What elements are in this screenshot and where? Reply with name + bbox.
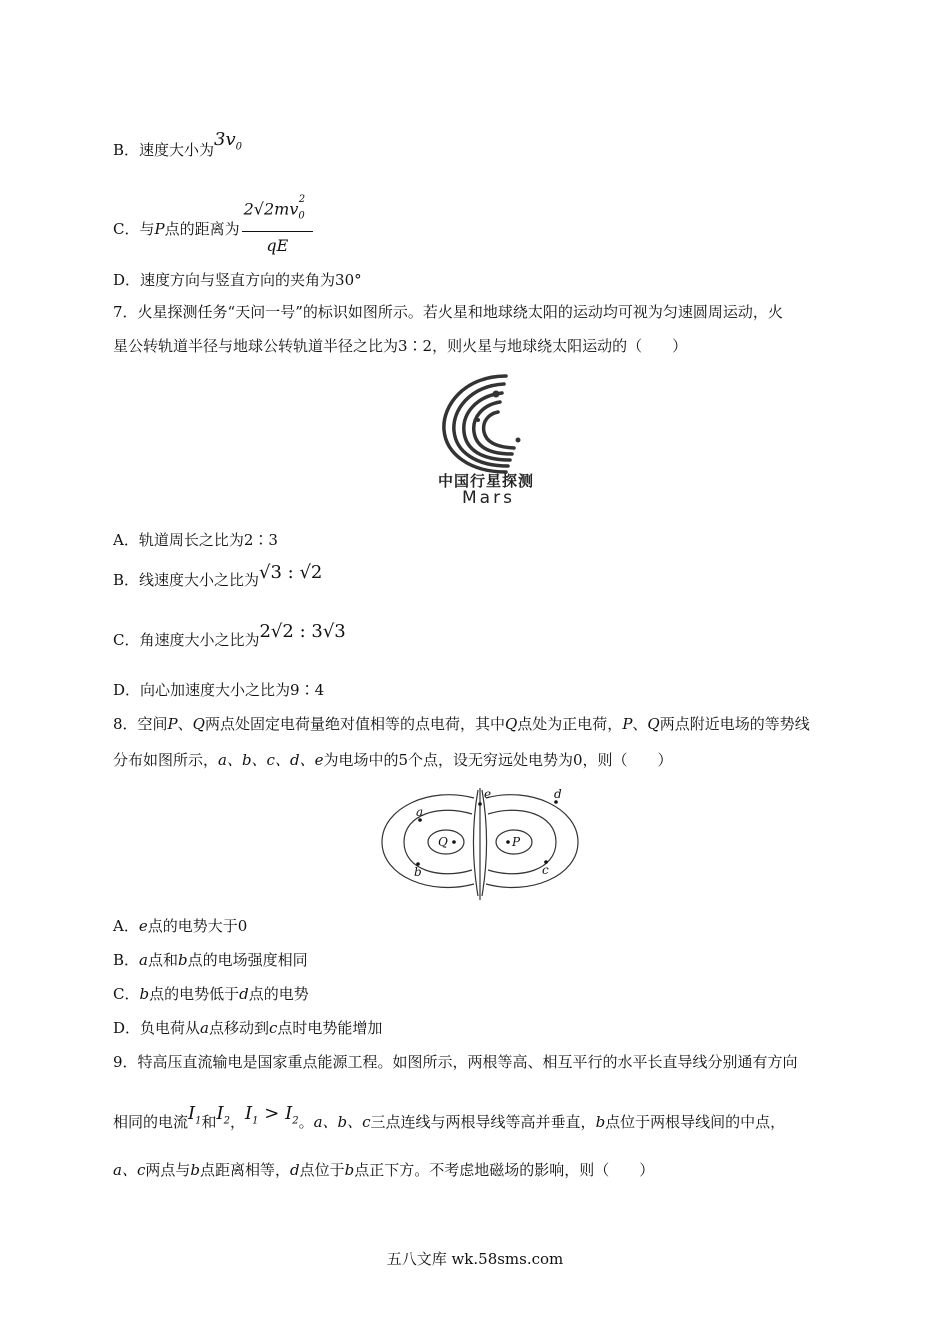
q9-i2-main: I (216, 1103, 224, 1124)
q9-s3f: b (344, 1161, 355, 1179)
label-q: Q (438, 835, 448, 849)
q8-oc3: 点的电势低于 (149, 985, 240, 1003)
q8-s2letters: a、b、c、d、e (218, 751, 324, 769)
q8-od2: a (200, 1019, 209, 1037)
q9-stem-line2 (113, 1103, 786, 1140)
q9-and: 和 (201, 1113, 217, 1131)
q9-ineq-sub1: 1 (252, 1115, 259, 1127)
q8-s1q2: Q (504, 715, 518, 733)
q6-option-c-p: P (154, 219, 165, 238)
logo-caption-chinese: 中国行星探测 (438, 472, 535, 490)
q6-option-c-prefix: C．与 (113, 219, 155, 238)
q8-s1b: 两点处固定电荷量绝对值相等的点电荷，其中 (204, 715, 505, 733)
q9-s2b2: b (595, 1113, 606, 1131)
q9-s3a: 两点与 (145, 1161, 191, 1179)
q8-s1q3: Q (647, 715, 660, 733)
q9-s2letters: a、b、c (313, 1113, 371, 1131)
equipotential-figure (380, 784, 580, 904)
q9-i2-sub: 2 (223, 1115, 231, 1127)
q9-stem-line1: 9．特高压直流输电是国家重点能源工程。如图所示，两根等高、相互平行的水平长直导线分别通有方向 (113, 1053, 798, 1071)
q9-s3letters: a、c (113, 1161, 146, 1179)
q9-stem-line3 (113, 1160, 654, 1180)
q7-option-c-text: C．角速度大小之比为 (113, 631, 260, 649)
q8-ob1: B． (113, 951, 140, 969)
q6-num-sup: 2 (298, 194, 306, 205)
q9-i1-sub: 1 (195, 1115, 202, 1127)
page-footer: 五八文库 wk.58sms.com (386, 1250, 564, 1268)
q8-oc4: d (239, 985, 249, 1003)
q8-stem-line2 (113, 750, 673, 770)
q7-option-c (113, 621, 346, 650)
q8-oc1: C． (113, 985, 140, 1003)
equipotential-lines-diagram (380, 784, 580, 904)
q6-option-c (113, 194, 313, 262)
q8-od5: 点时电势能增加 (277, 1019, 383, 1037)
q8-s1p: P (167, 715, 178, 733)
q6-option-b (113, 129, 243, 168)
q6-option-c-fraction (242, 194, 314, 258)
q9-i2 (216, 1103, 231, 1127)
q9-s3g: 点正下方。不考虑地磁场的影响，则（ ） (354, 1161, 655, 1179)
q9-i1 (188, 1103, 202, 1127)
q8-stem-line1 (113, 714, 810, 734)
q7-option-b-math: √3 : √2 (259, 562, 323, 583)
q9-i1-main: I (188, 1103, 196, 1124)
q6-option-c-denominator: qE (266, 235, 289, 255)
q8-ob3: 点和 (147, 951, 178, 969)
q9-comma: ， (230, 1113, 246, 1131)
q8-od3: 点移动到 (208, 1019, 269, 1037)
logo-caption-mars: Mars (462, 488, 515, 508)
q6-num-main: 2√2mv (243, 199, 299, 219)
q9-s3c: 点距离相等， (199, 1161, 290, 1179)
q9-s3d: d (290, 1161, 300, 1179)
q9-ineq-gt: > (258, 1103, 286, 1124)
q7-option-b-text: B．线速度大小之比为 (113, 571, 260, 589)
q8-oc2: b (139, 985, 150, 1003)
q8-s1a: 8．空间 (113, 715, 168, 733)
q8-s1q: Q (192, 715, 205, 733)
q8-option-a (113, 916, 247, 936)
label-b: b (414, 865, 422, 879)
q8-s2b: 为电场中的5个点，设无穷远处电势为0，则（ ） (323, 751, 673, 769)
q8-ob5: 点的电场强度相同 (187, 951, 308, 969)
q6-option-b-math-sub: 0 (235, 141, 243, 153)
q8-option-d (113, 1018, 382, 1038)
q8-s1sep: 、 (177, 715, 193, 733)
q8-oc5: 点的电势 (248, 985, 309, 1003)
q8-s1d: 两点附近电场的等势线 (659, 715, 810, 733)
q6-option-b-math (214, 129, 243, 153)
q6-option-d: D．速度方向与竖直方向的夹角为30° (113, 271, 362, 289)
q9-inequality (245, 1103, 299, 1127)
q7-option-d: D．向心加速度大小之比为9∶4 (113, 681, 325, 699)
q7-stem-line2: 星公转轨道半径与地球公转轨道半径之比为3∶2，则火星与地球绕太阳运动的（ ） (113, 337, 688, 355)
q8-oa2: e (138, 917, 148, 935)
label-d: d (554, 787, 562, 801)
q8-s2a: 分布如图所示， (113, 751, 219, 769)
q7-option-b (113, 562, 323, 590)
tianwen-logo (428, 368, 556, 508)
q9-s2a: 相同的电流 (113, 1113, 189, 1131)
q9-s3e: 点位于 (299, 1161, 345, 1179)
q9-s3b: b (190, 1161, 200, 1179)
q6-option-c-numerator (242, 194, 314, 232)
label-c: c (542, 863, 549, 877)
q6-option-c-mid: 点的距离为 (164, 219, 240, 238)
q8-s1p2: P (622, 715, 633, 733)
q9-s2b: 。 (298, 1113, 314, 1131)
q9-ineq-i1: I (245, 1103, 253, 1124)
label-p: P (512, 835, 521, 849)
q9-ineq-i2: I (285, 1103, 293, 1124)
q9-s2c: 三点连线与两根导线等高并垂直， (370, 1113, 596, 1131)
q8-oa3: 点的电势大于0 (147, 917, 248, 935)
label-e: e (484, 787, 492, 801)
q6-num-sub: 0 (298, 210, 305, 222)
q8-s1sep2: 、 (632, 715, 648, 733)
q8-option-c (113, 984, 309, 1004)
label-a: a (416, 805, 424, 819)
q7-option-c-math: 2√2 : 3√3 (259, 621, 346, 642)
q8-ob4: b (178, 951, 188, 969)
q8-ob2: a (139, 951, 148, 969)
q7-option-a: A．轨道周长之比为2∶3 (113, 531, 278, 549)
q9-ineq-sub2: 2 (292, 1115, 299, 1127)
q6-option-b-text: B．速度大小为 (113, 141, 215, 159)
q8-od4: c (269, 1019, 278, 1037)
q9-s2d: 点位于两根导线间的中点， (605, 1113, 786, 1131)
q8-oa1: A． (113, 917, 139, 935)
q8-s1c: 点处为正电荷， (517, 715, 623, 733)
q8-od1: D．负电荷从 (113, 1019, 201, 1037)
q8-option-b (113, 950, 308, 970)
q6-option-b-math-main: 3v (214, 129, 236, 150)
q7-stem-line1: 7．火星探测任务“天问一号”的标识如图所示。若火星和地球绕太阳的运动均可视为匀速圆周运动，火 (113, 303, 783, 321)
